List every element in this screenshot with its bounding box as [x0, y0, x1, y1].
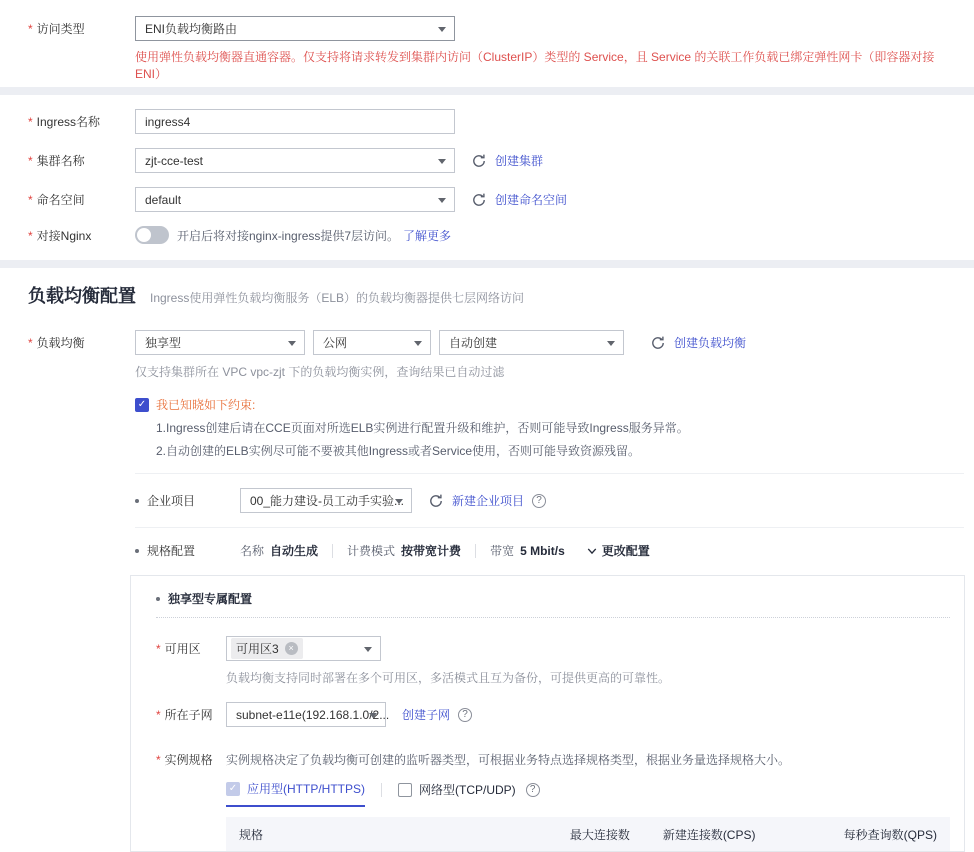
subnet-select[interactable]	[226, 702, 390, 727]
enterprise-project-select[interactable]	[240, 488, 412, 513]
chevron-down-icon	[607, 341, 615, 346]
spec-billing-label: 计费模式	[347, 544, 396, 558]
tab-application-label: 应用型(HTTP/HTTPS)	[247, 782, 365, 796]
az-tag	[231, 638, 303, 659]
network-type-checkbox[interactable]	[398, 783, 412, 797]
nginx-desc: 开启后将对接nginx-ingress提供7层访问。	[177, 228, 400, 243]
bullet-icon	[156, 597, 160, 601]
tab-network-type[interactable]	[398, 781, 516, 806]
az-label: * 可用区	[156, 640, 226, 657]
namespace-label: * 命名空间	[28, 191, 135, 208]
col-spec: 规格	[239, 827, 264, 842]
create-enterprise-project-link[interactable]: 新建企业项目	[452, 494, 525, 508]
enterprise-project-value: 00_能力建设-员工动手实验...	[250, 494, 405, 508]
refresh-icon[interactable]	[428, 493, 444, 509]
spec-table	[226, 817, 950, 851]
create-lb-link[interactable]: 创建负载均衡	[674, 336, 747, 350]
lb-config-section	[0, 268, 974, 852]
constraint-item: 2.自动创建的ELB实例尽可能不要被其他Ingress或者Service使用，否则可能导致资源残留。	[156, 444, 641, 458]
ingress-name-value: ingress4	[145, 114, 191, 129]
basic-info-section	[0, 95, 974, 260]
tab-network-label: 网络型(TCP/UDP)	[419, 783, 516, 797]
nginx-toggle[interactable]	[135, 226, 169, 244]
create-namespace-link[interactable]: 创建命名空间	[495, 193, 568, 207]
refresh-icon[interactable]	[471, 153, 487, 169]
spec-type-tabs	[226, 780, 950, 807]
spec-summary-row	[135, 542, 974, 559]
subnet-label: * 所在子网	[156, 706, 226, 723]
spec-bandwidth-label: 带宽	[490, 544, 515, 558]
dedicated-config-box	[130, 575, 965, 852]
constraints-checkbox[interactable]	[135, 398, 149, 412]
lb-type-select[interactable]	[135, 330, 305, 355]
subnet-value: subnet-e11e(192.168.1.0/2...	[236, 707, 390, 722]
az-tag-label: 可用区3	[236, 642, 279, 656]
constraints-title: 我已知晓如下约束:	[156, 398, 256, 412]
change-config-button[interactable]	[587, 542, 650, 559]
enterprise-project-label: 企业项目	[147, 494, 196, 508]
change-config-label: 更改配置	[601, 544, 650, 558]
nginx-label: * 对接Nginx	[28, 227, 135, 244]
help-icon[interactable]	[526, 783, 540, 797]
lb-label: * 负载均衡	[28, 334, 135, 351]
instance-spec-desc: 实例规格决定了负载均衡可创建的监听器类型，可根据业务特点选择规格类型，根据业务量选择规格大小。	[226, 753, 791, 767]
spec-billing-value: 按带宽计费	[401, 544, 462, 558]
access-type-select[interactable]	[135, 16, 455, 41]
chevron-down-icon	[438, 27, 446, 32]
application-type-checkbox[interactable]	[226, 782, 240, 796]
refresh-icon[interactable]	[650, 335, 666, 351]
spec-summary-label: 规格配置	[147, 544, 196, 558]
constraints-block	[135, 396, 974, 459]
cluster-value: zjt-cce-test	[145, 153, 204, 168]
lb-section-subtitle: Ingress使用弹性负载均衡服务（ELB）的负载均衡器提供七层网络访问	[150, 291, 525, 305]
bullet-icon	[135, 549, 139, 553]
lb-type-value: 独享型	[145, 336, 182, 350]
lb-section-title: 负载均衡配置	[28, 286, 136, 306]
enterprise-project-row	[135, 488, 974, 513]
help-icon[interactable]	[458, 708, 472, 722]
create-cluster-link[interactable]: 创建集群	[495, 154, 544, 168]
close-icon[interactable]	[285, 642, 298, 655]
access-type-value: ENI负载均衡路由	[145, 22, 238, 36]
constraint-item: 1.Ingress创建后请在CCE页面对所选ELB实例进行配置升级和维护，否则可能导致Ingress服务异常。	[156, 421, 689, 435]
chevron-down-icon	[587, 546, 597, 556]
divider	[135, 473, 964, 474]
help-icon[interactable]	[532, 494, 546, 508]
chevron-down-icon	[395, 499, 403, 504]
chevron-down-icon	[364, 647, 372, 652]
access-type-warning: 使用弹性负载均衡器直通容器。仅支持将请求转发到集群内访问（ClusterIP）类型的 Service，且 Service 的关联工作负载已绑定弹性网卡（即容器对接ENI）	[135, 50, 935, 81]
chevron-down-icon	[369, 713, 377, 718]
az-hint: 负载均衡支持同时部署在多个可用区，多活模式且互为备份，可提供更高的可靠性。	[226, 671, 671, 685]
ingress-name-label: * Ingress名称	[28, 113, 135, 130]
create-subnet-link[interactable]: 创建子网	[402, 708, 451, 722]
refresh-icon[interactable]	[471, 192, 487, 208]
az-select[interactable]	[226, 636, 381, 661]
chevron-down-icon	[414, 341, 422, 346]
spec-name-value: 自动生成	[270, 544, 319, 558]
bullet-icon	[135, 499, 139, 503]
lb-network-value: 公网	[323, 336, 348, 350]
cluster-name-label: * 集群名称	[28, 152, 135, 169]
chevron-down-icon	[438, 198, 446, 203]
instance-spec-label: * 实例规格	[156, 751, 226, 768]
lb-create-mode-select[interactable]	[439, 330, 624, 355]
col-qps: 每秒查询数(QPS)	[843, 827, 937, 842]
divider	[332, 544, 333, 558]
namespace-select[interactable]	[135, 187, 455, 212]
col-cps: 新建连接数(CPS)	[662, 827, 756, 842]
lb-create-mode-value: 自动创建	[449, 336, 498, 350]
spec-table-header	[226, 817, 950, 851]
access-type-section	[0, 0, 974, 87]
dedicated-config-title: 独享型专属配置	[168, 592, 253, 606]
lb-filter-hint: 仅支持集群所在 VPC vpc-zjt 下的负载均衡实例，查询结果已自动过滤	[135, 365, 505, 379]
namespace-value: default	[145, 192, 182, 207]
chevron-down-icon	[288, 341, 296, 346]
spec-name-label: 名称	[240, 544, 265, 558]
divider	[135, 527, 964, 528]
chevron-down-icon	[438, 159, 446, 164]
tab-application-type[interactable]	[226, 780, 365, 807]
col-max-connections: 最大连接数	[569, 827, 630, 842]
divider	[381, 783, 382, 797]
learn-more-link[interactable]: 了解更多	[403, 228, 452, 243]
ingress-name-input[interactable]	[135, 109, 455, 134]
access-type-label: * 访问类型	[28, 20, 135, 37]
divider	[156, 617, 950, 618]
lb-network-select[interactable]	[313, 330, 431, 355]
spec-bandwidth-value: 5 Mbit/s	[520, 543, 565, 558]
cluster-select[interactable]	[135, 148, 455, 173]
divider	[475, 544, 476, 558]
